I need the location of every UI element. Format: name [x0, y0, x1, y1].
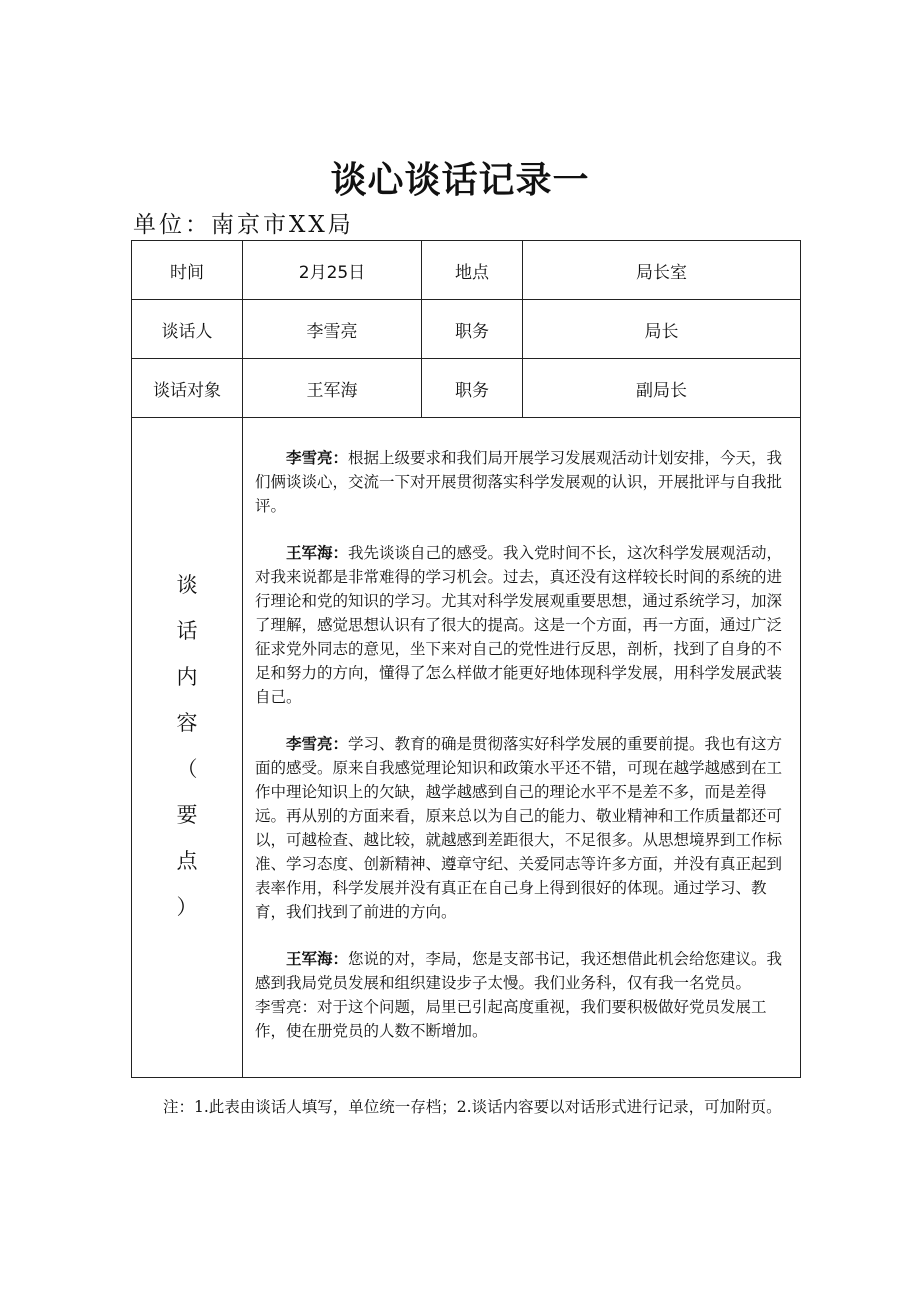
document-title: 谈心谈话记录一 — [330, 160, 590, 201]
speaker-name: 王军海： — [286, 544, 349, 562]
table-row — [132, 359, 801, 418]
speaker-name: 李雪亮： — [286, 735, 349, 753]
conversation-content-cell — [243, 418, 801, 1078]
content-label-char: ） — [176, 894, 198, 919]
content-label-char: （ — [176, 756, 198, 781]
dialogue-text: 学习、教育的确是贯彻落实好科学发展的重要前提。我也有这方面的感受。原来自我感觉理论知识和政策水平还不错，可现在越学越感到在工作中理论知识上的欠缺，越学越感到自己的理论水平不是差不多，而是差得远。再从别的方面来看，原来总以为自己的能力、敬业精神和工作质量都还可以，可越检查、越比较，就越感到差距很大，不足很多。从思想境界到工作标准、学习态度、创新精神、遵章守纪、关爱同志等许多方面，并没有真正起到表率作用，科学发展并没有真正在自己身上得到很好的体现。通过学习、教育，我们找到了前进的方向。 — [255, 735, 783, 921]
unit-line: 单位：南京市XX局 — [133, 212, 354, 238]
table-row — [132, 418, 801, 1078]
interviewee-label: 谈话对象 — [132, 359, 243, 418]
conversation-content — [243, 418, 800, 1043]
interviewer-value: 李雪亮 — [243, 300, 422, 359]
location-label: 地点 — [422, 241, 523, 300]
content-label-char: 点 — [176, 848, 198, 873]
speaker-name: 王军海： — [286, 950, 349, 968]
content-label-char: 谈 — [176, 572, 198, 597]
dialogue-paragraph — [255, 732, 792, 924]
dialogue-text: 根据上级要求和我们局开展学习发展观活动计划安排，今天，我们俩谈谈心，交流一下对开展贯彻落实科学发展观的认识，开展批评与自我批评。 — [255, 449, 783, 515]
interviewee-position-label: 职务 — [422, 359, 523, 418]
time-value: 2月25日 — [243, 241, 422, 300]
interviewee-value: 王军海 — [243, 359, 422, 418]
content-label-char: 话 — [176, 618, 198, 643]
speaker-name: 李雪亮： — [286, 449, 349, 467]
footnote: 注：1.此表由谈话人填写，单位统一存档；2.谈话内容要以对话形式进行记录，可加附页。 — [163, 1098, 782, 1116]
table-row — [132, 241, 801, 300]
content-label-char: 内 — [176, 664, 198, 689]
interviewee-position-value: 副局长 — [523, 359, 801, 418]
dialogue-paragraph — [255, 541, 792, 709]
record-table — [131, 240, 801, 1078]
dialogue-text: 我先谈谈自己的感受。我入党时间不长，这次科学发展观活动，对我来说都是非常难得的学习机会。过去，真还没有这样较长时间的系统的进行理论和党的知识的学习。尤其对科学发展观重要思想，通过系统学习，加深了理解，感觉思想认识有了很大的提高。这是一个方面，再一方面，通过广泛征求党外同志的意见，坐下来对自己的党性进行反思，剖析，找到了自身的不足和努力的方向，懂得了怎么样做才能更好地体现科学发展，用科学发展武装自己。 — [255, 544, 783, 706]
dialogue-paragraph — [255, 947, 792, 995]
location-value: 局长室 — [523, 241, 801, 300]
interviewer-label: 谈话人 — [132, 300, 243, 359]
content-label-char: 容 — [176, 710, 198, 735]
content-label-char: 要 — [176, 802, 198, 827]
interviewer-position-label: 职务 — [422, 300, 523, 359]
time-label: 时间 — [132, 241, 243, 300]
dialogue-line: 李雪亮：对于这个问题，局里已引起高度重视，我们要积极做好党员发展工作，使在册党员的人数不断增加。 — [255, 998, 767, 1040]
interviewer-position-value: 局长 — [523, 300, 801, 359]
table-row — [132, 300, 801, 359]
content-label — [132, 418, 243, 1078]
dialogue-text: 您说的对，李局，您是支部书记，我还想借此机会给您建议。我感到我局党员发展和组织建设步子太慢。我们业务科，仅有我一名党员。 — [255, 950, 783, 992]
dialogue-paragraph — [255, 446, 792, 518]
